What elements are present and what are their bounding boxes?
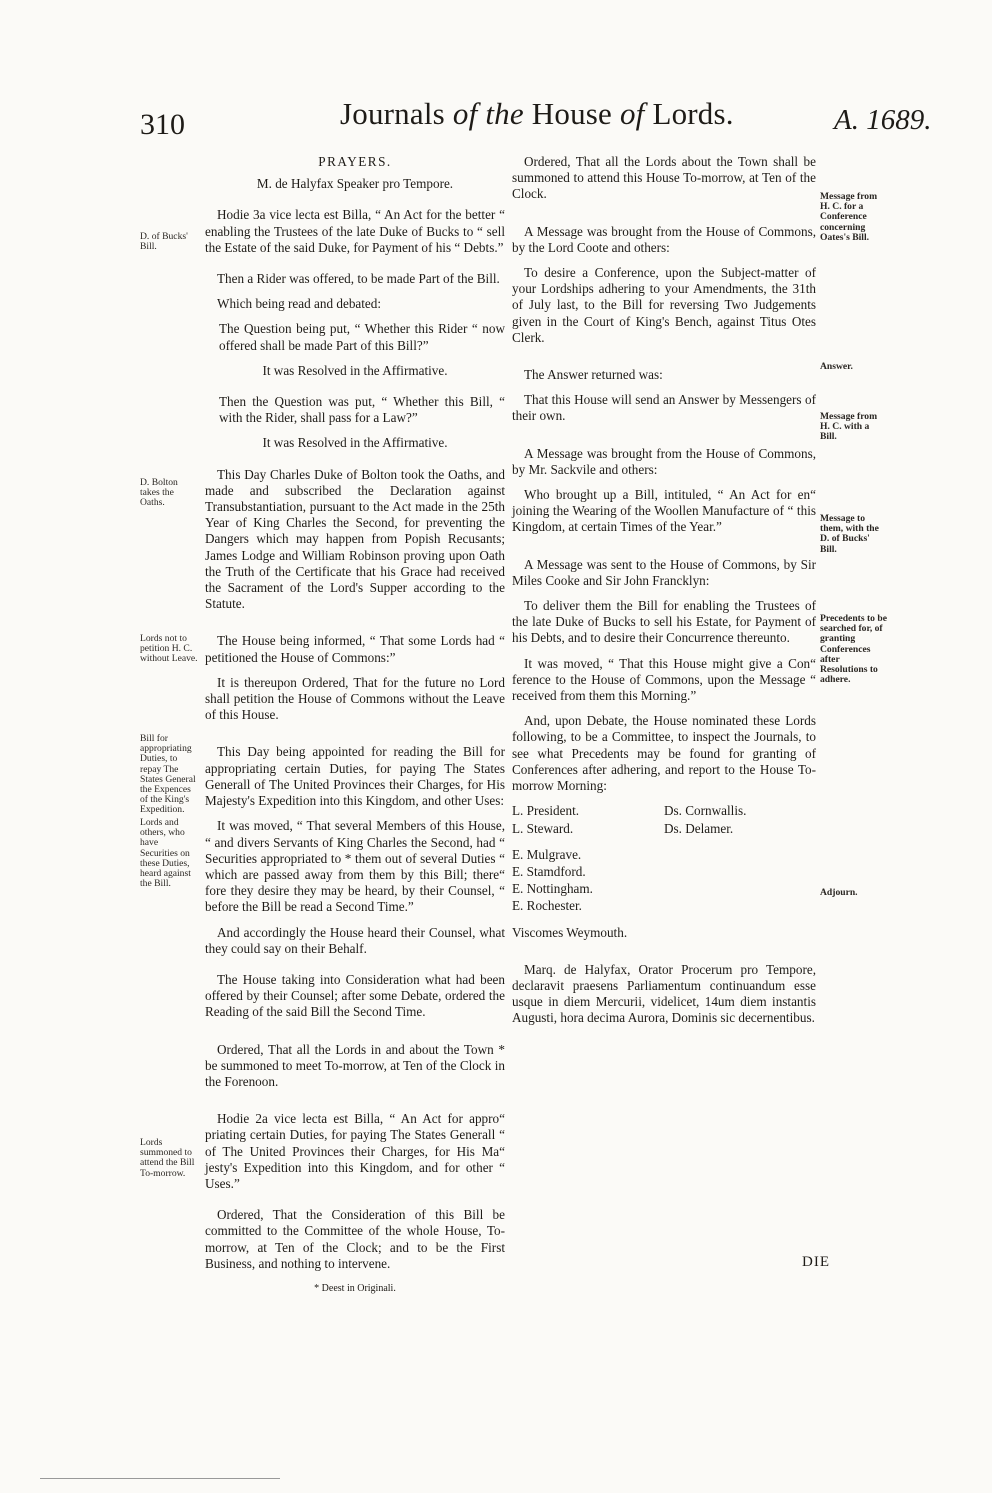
paragraph: This Day Charles Duke of Bolton took the Oaths, and made and subscribed the Declaration against Transubstantiation, pursuant to the Act made in the 25th Year of King Charles the Second, for preventing the Dangers which may happen from Popish Recusants; James Lodge and William Robinson proving upon Oath the Truth of the Certificate that his Grace had received the Sacrament of the Lord's Supper according to the Statute.: [205, 466, 505, 612]
margin-note: D. of Bucks' Bill.: [140, 231, 188, 253]
page-number: 310: [140, 108, 185, 141]
paragraph: Marq. de Halyfax, Orator Procerum pro Tempore, declaravit praesens Parliamentum continuandum esse usque in diem Mercurii, videlicet, 14um diem instantis Augusti, hora decima Aurora, Dominis sic decernentibus.: [512, 961, 816, 1026]
paragraph: That this House will send an Answer by Messengers of their own.: [512, 392, 816, 424]
footnote: * Deest in Originali.: [314, 1282, 396, 1294]
paragraph: The Answer returned was:: [524, 367, 663, 383]
paragraph: Hodie 2a vice lecta est Billa, “ An Act for appro“ priating certain Duties, for paying The States Generall “ of The United Provinces their Charges, for His Ma“ jesty's Expedition into this Kingdom, and for other “ Uses.”: [205, 1111, 505, 1191]
margin-note: Message to them, with the D. of Bucks' Bill.: [820, 513, 879, 555]
margin-note: D. Bolton takes the Oaths.: [140, 477, 178, 509]
paragraph: This Day being appointed for reading the Bill for appropriating certain Duties, for paying The States Generall of The United Provinces their Charges, for His Majesty's Expedition into this Kingdom, and other Uses:: [205, 744, 505, 809]
title-word: Lords.: [652, 96, 734, 131]
paragraph: It was moved, “ That this House might give a Con“ ference to the House of Commons, upon the Message “ received from them this Morning.”: [512, 655, 816, 704]
committee-member: Ds. Cornwallis.: [664, 803, 747, 819]
right-column: [512, 154, 816, 1036]
paragraph: Then a Rider was offered, to be made Part of the Bill.: [217, 271, 500, 287]
committee-column-2: [664, 803, 816, 941]
speaker-line: M. de Halyfax Speaker pro Tempore.: [256, 176, 454, 192]
paragraph: To deliver them the Bill for enabling the Trustees of the late Duke of Bucks to sell his Estate, for Payment of his Debts, and to desire their Concurrence thereunto.: [512, 598, 816, 646]
margin-note: Lords and others, who have Securities on these Duties, heard against the Bill.: [140, 817, 191, 890]
paragraph: It was moved, “ That several Members of this House, “ and divers Servants of King Charles the Second, had “ Securities appropriated to * them out of several Duties “ which are passed away from them by this Bill; there“ fore they desire they may be heard, by their Counsel, “ before the Bill be read a Second Time.”: [205, 818, 505, 915]
margin-note: Lords summoned to attend the Bill To-morrow.: [140, 1137, 195, 1179]
paragraph: Ordered, That the Consideration of this Bill be committed to the Committee of the whole House, To-morrow, at Ten of the Clock; and to be the First Business, and nothing to intervene.: [205, 1207, 505, 1271]
committee-column-1: [512, 803, 664, 941]
committee-member: E. Nottingham.: [512, 881, 593, 897]
margin-note: Adjourn.: [820, 887, 858, 898]
paragraph: To desire a Conference, upon the Subject-matter of your Lordships adhering to your Amendments, the 31th of July last, to the Bill for reversing Two Judgements given in the Court of King's Bench, against Titus Otes Clerk.: [512, 265, 816, 345]
paragraph: It is thereupon Ordered, That for the future no Lord shall petition the House of Commons without the Leave of this House.: [205, 674, 505, 723]
margin-note: Answer.: [820, 361, 853, 372]
paragraph: A Message was brought from the House of Commons, by Mr. Sackvile and others:: [512, 445, 816, 477]
margin-note: Precedents to be searched for, of granting Conferences after Resolutions to adhere.: [820, 613, 887, 686]
title-word: House: [531, 96, 613, 131]
committee-member: E. Mulgrave.: [512, 846, 582, 862]
paragraph: Ordered, That all the Lords about the Town shall be summoned to attend this House To-morrow, at Ten of the Clock.: [512, 154, 816, 202]
section-heading: PRAYERS.: [318, 154, 392, 169]
resolution: It was Resolved in the Affirmative.: [262, 362, 448, 378]
committee-member: Ds. Delamer.: [664, 820, 734, 836]
paragraph: A Message was sent to the House of Commons, by Sir Miles Cooke and Sir John Francklyn:: [512, 556, 816, 588]
paragraph: And accordingly the House heard their Counsel, what they could say on their Behalf.: [205, 924, 505, 956]
margin-note: Bill for appropriating Duties, to repay The States General the Expences of the King's Expedition.: [140, 733, 196, 816]
margin-note: Lords not to petition H. C. without Leave.: [140, 633, 198, 665]
paragraph: And, upon Debate, the House nominated these Lords following, to be a Committee, to inspect the Journals, to see what Precedents may be found for granting of Conferences after adhering, and report to the House To-morrow Morning:: [512, 713, 816, 794]
committee-member: Viscomes Weymouth.: [512, 924, 628, 940]
year-heading: A. 1689.: [834, 104, 932, 136]
left-column: [205, 154, 505, 1297]
question: The Question being put, “ Whether this Rider “ now offered shall be made Part of this Bill?”: [219, 321, 505, 353]
committee-member: L. Steward.: [512, 820, 574, 836]
catchword: DIE: [802, 1254, 830, 1270]
title-word: Journals: [340, 96, 445, 131]
title-word: the: [485, 96, 524, 131]
paragraph: Hodie 3a vice lecta est Billa, “ An Act for the better “ enabling the Trustees of the late Duke of Bucks to “ sell the Estate of the said Duke, for Payment of his “ Debts.”: [205, 207, 505, 255]
paragraph: Who brought up a Bill, intituled, “ An Act for en“ joining the Wearing of the Woollen Manufacture of “ this Kingdom, at certain Times of the Year.”: [512, 487, 816, 535]
committee-member: L. President.: [512, 803, 580, 819]
question: Then the Question was put, “ Whether this Bill, “ with the Rider, shall pass for a Law?”: [219, 394, 505, 426]
margin-note: Message from H. C. for a Conference concerning Oates's Bill.: [820, 191, 878, 243]
paragraph: The House taking into Consideration what had been offered by their Counsel; after some Debate, ordered the Reading of the said Bill the Second Time.: [205, 971, 505, 1020]
page-edge-rule: [40, 1478, 280, 1479]
margin-note: Message from H. C. with a Bill.: [820, 411, 878, 443]
resolution: It was Resolved in the Affirmative.: [262, 435, 448, 451]
paragraph: Ordered, That all the Lords in and about the Town * be summoned to meet To-morrow, at Ten of the Clock in the Forenoon.: [205, 1041, 505, 1089]
title-word: of: [452, 96, 478, 131]
title-word: of: [619, 96, 645, 131]
committee-member: E. Rochester.: [512, 898, 582, 914]
committee-list: [512, 803, 816, 941]
paragraph: The House being informed, “ That some Lords had “ petitioned the House of Commons:”: [205, 633, 505, 665]
paragraph: A Message was brought from the House of Commons, by the Lord Coote and others:: [512, 223, 816, 255]
paragraph: Which being read and debated:: [217, 296, 382, 312]
running-title: [340, 96, 734, 132]
committee-member: E. Stamdford.: [512, 863, 586, 879]
